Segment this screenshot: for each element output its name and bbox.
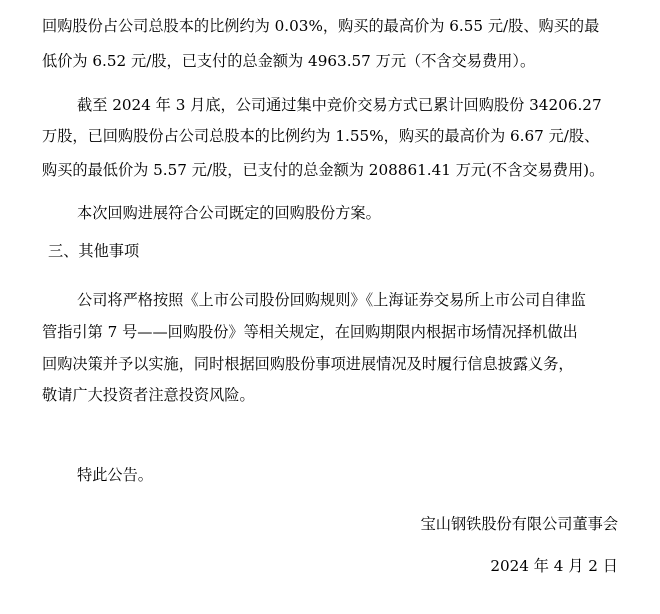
paragraph-1-line-2: 低价为 6.52 元/股，已支付的总金额为 4963.57 万元（不含交易费用）。 bbox=[42, 52, 536, 70]
paragraph-4-line-3: 回购决策并予以实施，同时根据回购股份事项进展情况及时履行信息披露义务， bbox=[42, 355, 574, 373]
paragraph-4-line-4: 敬请广大投资者注意投资风险。 bbox=[42, 386, 255, 404]
section-heading: 三、其他事项 bbox=[48, 242, 140, 260]
paragraph-1-line-1: 回购股份占公司总股本的比例约为 0.03%，购买的最高价为 6.55 元/股、购买的最 bbox=[42, 17, 600, 35]
paragraph-3-line-1: 本次回购进展符合公司既定的回购股份方案。 bbox=[77, 204, 381, 222]
signature-company: 宝山钢铁股份有限公司董事会 bbox=[420, 515, 618, 533]
paragraph-4-line-1: 公司将严格按照《上市公司股份回购规则》《上海证券交易所上市公司自律监 bbox=[77, 291, 586, 309]
closing-statement: 特此公告。 bbox=[77, 466, 153, 484]
paragraph-4-line-2: 管指引第 7 号——回购股份》等相关规定，在回购期限内根据市场情况择机做出 bbox=[42, 323, 578, 341]
paragraph-2-line-2: 万股，已回购股份占公司总股本的比例约为 1.55%，购买的最高价为 6.67 元/股、 bbox=[42, 127, 600, 145]
signature-date: 2024 年 4 月 2 日 bbox=[490, 557, 618, 575]
paragraph-2-line-3: 购买的最低价为 5.57 元/股，已支付的总金额为 208861.41 万元(不含交易费用)。 bbox=[42, 161, 605, 179]
paragraph-2-line-1: 截至 2024 年 3 月底，公司通过集中竞价交易方式已累计回购股份 34206.27 bbox=[77, 96, 602, 114]
